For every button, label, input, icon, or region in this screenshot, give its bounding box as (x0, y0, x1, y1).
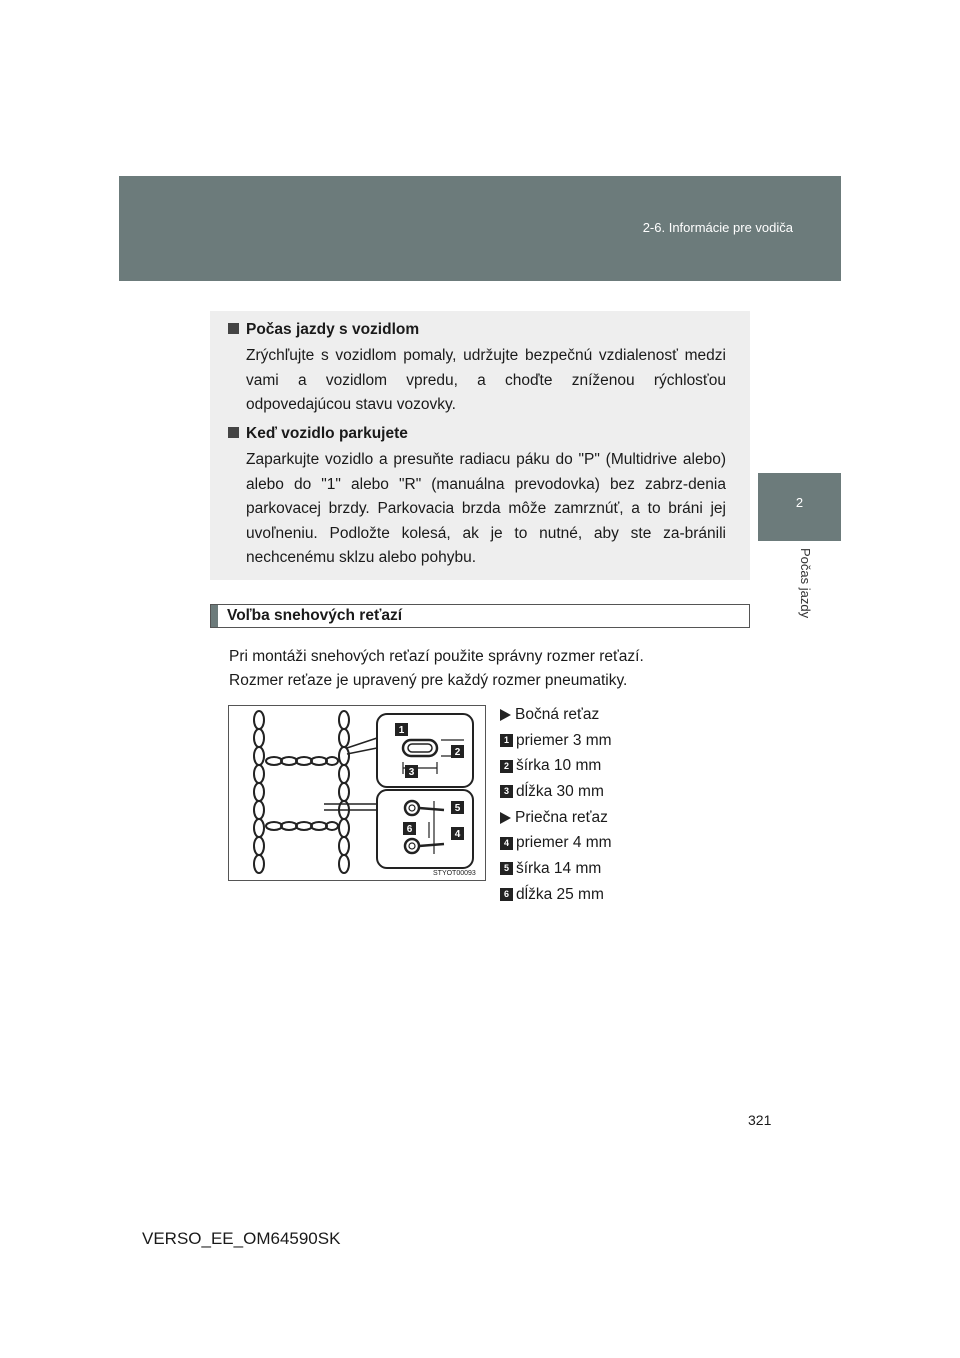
section-title: Voľba snehových reťazí (227, 607, 403, 624)
legend-item: 2 šírka 10 mm (500, 753, 700, 779)
svg-text:3: 3 (408, 767, 415, 778)
number-badge: 6 (500, 888, 513, 901)
note-title: Počas jazdy s vozidlom (228, 321, 728, 339)
legend-item: 1 priemer 3 mm (500, 728, 700, 754)
number-badge: 4 (500, 837, 513, 850)
svg-text:4: 4 (454, 829, 461, 840)
legend-header-cross: Priečna reťaz (500, 805, 700, 831)
square-bullet-icon (228, 323, 239, 334)
legend-item: 3 dĺžka 30 mm (500, 779, 700, 805)
note-parking (228, 425, 728, 571)
lower-cross-chain (266, 822, 338, 830)
intro-line-1: Pri montáži snehových reťazí použite správny rozmer reťazí. (229, 648, 644, 665)
svg-text:5: 5 (454, 803, 461, 814)
legend-item: 6 dĺžka 25 mm (500, 882, 700, 908)
triangle-bullet-icon (500, 812, 511, 824)
number-badge: 2 (500, 760, 513, 773)
right-vertical-chain (339, 711, 349, 873)
section-intro (229, 645, 749, 693)
document-code: VERSO_EE_OM64590SK (142, 1229, 341, 1248)
snow-chain-figure (228, 705, 486, 881)
section-heading (210, 604, 750, 628)
triangle-bullet-icon (500, 709, 511, 721)
notes-box (210, 311, 750, 580)
left-vertical-chain (254, 711, 264, 873)
page-number: 321 (748, 1112, 772, 1128)
chain-illustration (254, 711, 377, 873)
page-header (119, 176, 841, 281)
dimension-legend (500, 702, 700, 908)
upper-cross-chain (266, 757, 338, 765)
legend-item: 4 priemer 4 mm (500, 830, 700, 856)
legend-item: 5 šírka 14 mm (500, 856, 700, 882)
intro-line-2: Rozmer reťaze je upravený pre každý rozmer pneumatiky. (229, 672, 628, 689)
note-body: Zrýchľujte s vozidlom pomaly, udržujte bezpečnú vzdialenosť medzi vami a vozidlom vpredu, a choďte zníženou rýchlosťou odpovedajúcou stavu vozovky. (246, 347, 726, 413)
snow-chain-diagram (229, 706, 485, 880)
note-driving (228, 321, 728, 418)
legend-header-side: Bočná reťaz (500, 702, 700, 728)
header-section-title: 2-6. Informácie pre vodiča (642, 220, 793, 235)
chapter-number-tab: 2 (758, 473, 841, 541)
chapter-label: Počas jazdy (798, 548, 813, 619)
note-title: Keď vozidlo parkujete (228, 425, 728, 443)
square-bullet-icon (228, 427, 239, 438)
section-heading-bar (211, 605, 218, 627)
figure-code: STYOT00093 (433, 870, 476, 877)
svg-text:1: 1 (398, 725, 405, 736)
number-badge: 5 (500, 862, 513, 875)
number-badge: 3 (500, 785, 513, 798)
svg-text:2: 2 (454, 747, 461, 758)
svg-text:6: 6 (406, 824, 413, 835)
note-body: Zaparkujte vozidlo a presuňte radiacu páku do "P" (Multidrive alebo) alebo do "1" alebo "R" (manuálna prevodovka) bez zabrz-denia parkovacej brzdy. Parkovacia brzda môže zamrznúť, a to bráni jej uvoľneniu. Podložte kolesá, ak je to nutné, aby ste za-bránili nechcenému sklzu alebo pohybu. (246, 451, 726, 566)
number-badge: 1 (500, 734, 513, 747)
